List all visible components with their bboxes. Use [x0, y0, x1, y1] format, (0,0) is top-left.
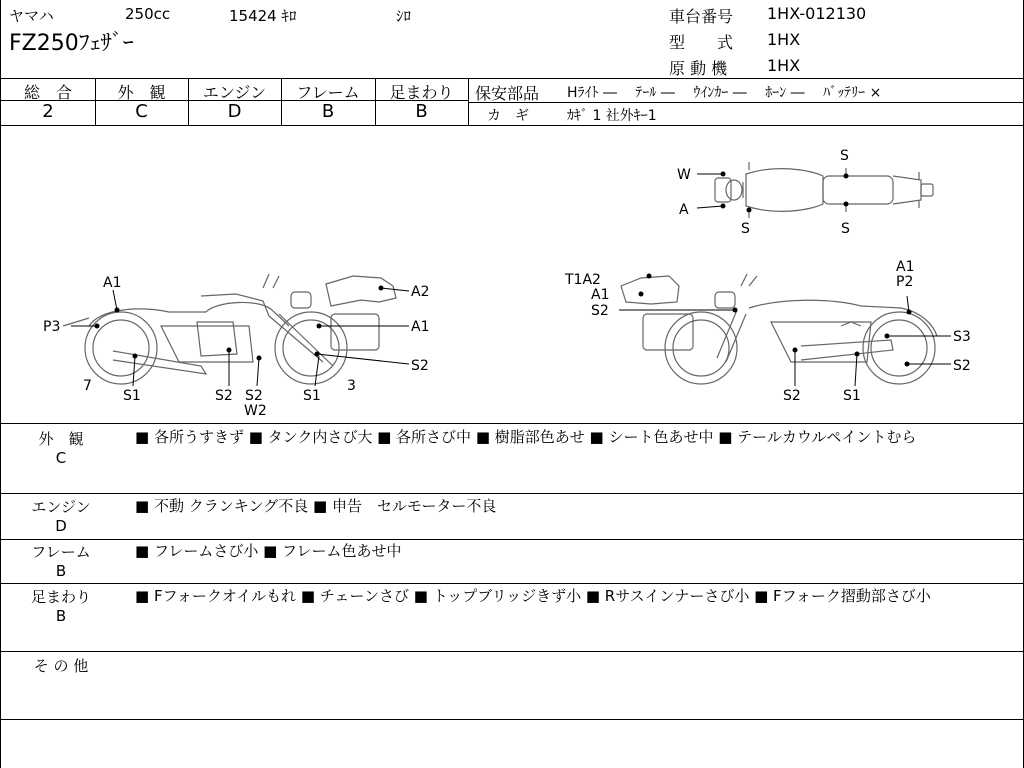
label-right-p2: P2	[896, 274, 914, 290]
grade-value: 2	[42, 101, 54, 122]
type-label: 型 式	[669, 33, 734, 52]
key-value: ｶｷﾞ 1 社外ｷｰ1	[567, 108, 657, 124]
label-right-t1a2: T1A2	[565, 272, 601, 288]
section-grade: C	[55, 449, 67, 467]
label-right-s2b: S2	[783, 388, 801, 404]
grade-value: B	[415, 101, 428, 122]
label-left-a1: A1	[103, 275, 122, 291]
safety-items: Hﾗｲﾄ ― ﾃｰﾙ ― ｳｲﾝｶｰ ― ﾎｰﾝ ― ﾊﾞｯﾃﾘｰ ×	[567, 85, 882, 101]
label-left-w2: W2	[244, 403, 267, 419]
label-top-s-br: S	[841, 221, 850, 237]
label-right-s1b: S1	[843, 388, 861, 404]
mileage: 15424 ｷﾛ	[229, 7, 297, 25]
label-left-a1b: A1	[411, 319, 430, 335]
section-label: 外 観	[38, 430, 84, 448]
section-label: 足まわり	[30, 588, 91, 606]
engine-value: 1HX	[767, 56, 801, 75]
engine-label: 原 動 機	[669, 59, 728, 78]
section-label: エンジン	[31, 498, 91, 516]
label-top-s: S	[840, 148, 849, 164]
key-label: カ ギ	[487, 108, 529, 124]
displacement: 250cc	[125, 5, 171, 23]
grade-label: フレーム	[296, 83, 360, 102]
grade-label: 外 観	[117, 83, 166, 102]
right-view-bike	[621, 274, 937, 384]
grade-value: B	[321, 101, 335, 122]
color: ｼﾛ	[396, 7, 412, 25]
label-left-s2b: S2	[245, 388, 263, 404]
label-left-s2r: S2	[411, 358, 429, 374]
section-notes: ■ 不動 クランキング不良 ■ 申告 セルモーター不良	[135, 497, 497, 515]
maker: ヤマハ	[9, 7, 54, 25]
label-left-7: 7	[83, 378, 92, 394]
section-grade: B	[55, 562, 67, 580]
grade-value: C	[135, 101, 148, 122]
frame-no-label: 車台番号	[669, 7, 734, 26]
label-left-s1b: S1	[303, 388, 321, 404]
label-right-a1r: A1	[896, 259, 915, 275]
section-label: そ の 他	[33, 657, 89, 675]
section-grade: B	[55, 607, 67, 625]
grade-value: D	[227, 101, 242, 122]
grade-label: エンジン	[202, 83, 267, 102]
grade-label: 足まわり	[389, 83, 454, 102]
label-right-s2: S2	[591, 303, 609, 319]
label-left-s2a: S2	[215, 388, 233, 404]
safety-label: 保安部品	[475, 84, 540, 103]
model-name: FZ250ﾌｪｻﾞｰ	[9, 31, 134, 56]
section-grade: D	[55, 517, 67, 535]
label-right-s3: S3	[953, 329, 971, 345]
label-top-a: A	[679, 202, 689, 218]
label-left-s1a: S1	[123, 388, 141, 404]
label-top-s-bl: S	[741, 221, 750, 237]
type-value: 1HX	[767, 30, 801, 49]
section-label: フレーム	[31, 543, 91, 561]
label-left-p3: P3	[43, 319, 61, 335]
section-notes: ■ フレームさび小 ■ フレーム色あせ中	[135, 542, 402, 560]
label-right-a1: A1	[591, 287, 610, 303]
grade-label: 総 合	[23, 83, 72, 102]
section-notes: ■ 各所うすきず ■ タンク内さび大 ■ 各所さび中 ■ 樹脂部色あせ ■ シート色あせ中 ■ テールカウルペイントむら	[135, 428, 917, 446]
label-left-a2: A2	[411, 284, 430, 300]
section-notes: ■ Fフォークオイルもれ ■ チェーンさび ■ トップブリッジきず小 ■ Rサスインナーさび小 ■ Fフォーク摺動部さび小	[135, 587, 931, 605]
damage-diagram	[1, 126, 1023, 422]
label-right-s2r: S2	[953, 358, 971, 374]
label-top-w: W	[677, 167, 691, 183]
frame-no: 1HX-012130	[767, 4, 867, 23]
label-left-3: 3	[347, 378, 356, 394]
